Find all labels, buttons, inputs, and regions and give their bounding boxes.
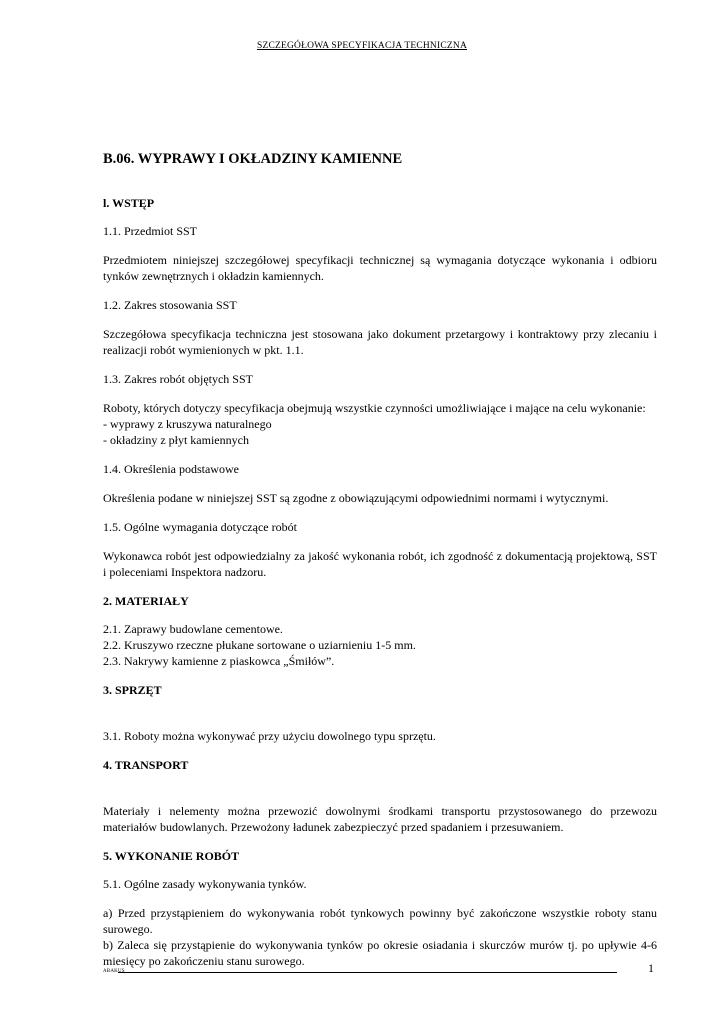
document-title: B.06. WYPRAWY I OKŁADZINY KAMIENNE bbox=[103, 151, 403, 167]
running-header bbox=[0, 41, 724, 51]
list-item: 2.3. Nakrywy kamienne z piaskowca „Śmiłów”. bbox=[103, 654, 335, 668]
subsection-title: 5.1. Ogólne zasady wykonywania tynków. bbox=[103, 877, 307, 891]
paragraph: Określenia podane w niniejszej SST są zgodne z obowiązującymi odpowiednimi normami i wytycznymi. bbox=[103, 491, 609, 505]
subsection-title: 1.5. Ogólne wymagania dotyczące robót bbox=[103, 520, 297, 534]
footer-label: ABAKUS bbox=[103, 969, 125, 974]
section-heading-equipment: 3. SPRZĘT bbox=[103, 683, 162, 697]
paragraph: Materiały i nelementy można przewozić dowolnymi środkami transportu przystosowanego do przewozu materiałów budowlanych. Przewożony ładunek zabezpieczyć przed spadaniem i przesuwaniem. bbox=[103, 804, 657, 834]
document-body bbox=[103, 150, 657, 969]
list-item: - okładziny z płyt kamiennych bbox=[103, 433, 249, 447]
scope-list bbox=[103, 400, 657, 448]
materials-list bbox=[103, 621, 657, 669]
paragraph: Wykonawca robót jest odpowiedzialny za jakość wykonania robót, ich zgodność z dokumentacją projektową, SST i poleceniami Inspektora nadzoru. bbox=[103, 549, 657, 579]
page-footer bbox=[103, 960, 657, 976]
list-item: 2.1. Zaprawy budowlane cementowe. bbox=[103, 622, 283, 636]
list-item: 2.2. Kruszywo rzeczne płukane sortowane o uziarnieniu 1-5 mm. bbox=[103, 638, 416, 652]
header-title: SZCZEGÓŁOWA SPECYFIKACJA TECHNICZNA bbox=[256, 41, 468, 51]
subsection-title: 1.4. Określenia podstawowe bbox=[103, 462, 239, 476]
paragraph: Przedmiotem niniejszej szczegółowej specyfikacji technicznej są wymagania dotyczące wykonania i odbioru tynków zewnętrznych i okładzin kamiennych. bbox=[103, 253, 657, 283]
section-heading-transport: 4. TRANSPORT bbox=[103, 758, 189, 772]
paragraph: a) Przed przystąpieniem do wykonywania robót tynkowych powinny być zakończone wszystkie roboty stanu surowego. bbox=[103, 906, 657, 936]
section-heading-materials: 2. MATERIAŁY bbox=[103, 594, 189, 608]
list-item: - wyprawy z kruszywa naturalnego bbox=[103, 417, 272, 431]
section-heading-intro: l. WSTĘP bbox=[103, 196, 155, 210]
subsection-title: 1.3. Zakres robót objętych SST bbox=[103, 372, 253, 386]
subsection-title: 1.1. Przedmiot SST bbox=[103, 224, 198, 238]
paragraph: 3.1. Roboty można wykonywać przy użyciu dowolnego typu sprzętu. bbox=[103, 729, 436, 743]
page-number: 1 bbox=[648, 961, 654, 975]
paragraph: Roboty, których dotyczy specyfikacja obejmują wszystkie czynności umożliwiające i mające na celu wykonanie: bbox=[103, 401, 646, 415]
section-heading-execution: 5. WYKONANIE ROBÓT bbox=[103, 849, 240, 863]
paragraph: b) Zaleca się przystąpienie do wykonywania tynków po okresie osiadania i skurczów murów tj. po upływie 4-6 miesięcy po zakończeniu stanu surowego. bbox=[103, 938, 657, 968]
footer-rule bbox=[118, 972, 617, 973]
subsection-title: 1.2. Zakres stosowania SST bbox=[103, 298, 237, 312]
paragraph: Szczegółowa specyfikacja techniczna jest stosowana jako dokument przetargowy i kontraktowy przy zlecaniu i realizacji robót wymienionych w pkt. 1.1. bbox=[103, 327, 657, 357]
